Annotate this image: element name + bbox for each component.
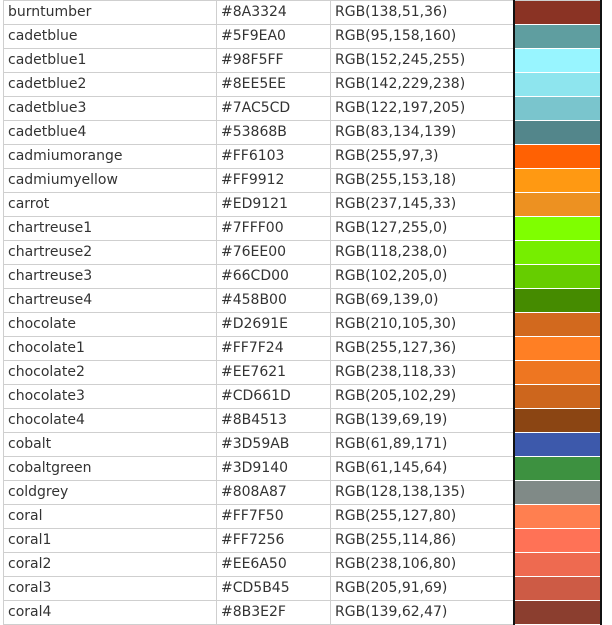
color-name-cell: cobaltgreen — [4, 457, 217, 481]
rgb-value-cell: RGB(69,139,0) — [331, 289, 514, 313]
hex-code-cell: #FF6103 — [217, 145, 331, 169]
table-row — [4, 337, 601, 361]
color-swatch — [514, 169, 601, 193]
color-name-cell: chartreuse1 — [4, 217, 217, 241]
rgb-value-cell: RGB(255,153,18) — [331, 169, 514, 193]
color-swatch — [514, 145, 601, 169]
table-row — [4, 121, 601, 145]
hex-code-cell: #8B3E2F — [217, 601, 331, 625]
color-swatch — [514, 361, 601, 385]
rgb-value-cell: RGB(118,238,0) — [331, 241, 514, 265]
rgb-value-cell: RGB(205,102,29) — [331, 385, 514, 409]
table-row — [4, 577, 601, 601]
table-row — [4, 25, 601, 49]
color-swatch — [514, 385, 601, 409]
color-swatch — [514, 289, 601, 313]
table-row — [4, 97, 601, 121]
table-row — [4, 481, 601, 505]
hex-code-cell: #5F9EA0 — [217, 25, 331, 49]
hex-code-cell: #FF7256 — [217, 529, 331, 553]
rgb-value-cell: RGB(122,197,205) — [331, 97, 514, 121]
hex-code-cell: #D2691E — [217, 313, 331, 337]
color-name-cell: cadetblue2 — [4, 73, 217, 97]
color-swatch — [514, 457, 601, 481]
color-name-cell: cadetblue — [4, 25, 217, 49]
rgb-value-cell: RGB(255,97,3) — [331, 145, 514, 169]
rgb-value-cell: RGB(61,89,171) — [331, 433, 514, 457]
hex-code-cell: #66CD00 — [217, 265, 331, 289]
rgb-value-cell: RGB(95,158,160) — [331, 25, 514, 49]
table-row — [4, 361, 601, 385]
color-swatch — [514, 49, 601, 73]
rgb-value-cell: RGB(138,51,36) — [331, 1, 514, 25]
table-row — [4, 529, 601, 553]
table-row — [4, 553, 601, 577]
color-swatch — [514, 337, 601, 361]
hex-code-cell: #7FFF00 — [217, 217, 331, 241]
color-name-cell: coral3 — [4, 577, 217, 601]
rgb-value-cell: RGB(152,245,255) — [331, 49, 514, 73]
hex-code-cell: #53868B — [217, 121, 331, 145]
hex-code-cell: #8EE5EE — [217, 73, 331, 97]
rgb-value-cell: RGB(255,114,86) — [331, 529, 514, 553]
hex-code-cell: #76EE00 — [217, 241, 331, 265]
table-row — [4, 49, 601, 73]
table-row — [4, 313, 601, 337]
color-swatch — [514, 73, 601, 97]
color-name-cell: chartreuse2 — [4, 241, 217, 265]
color-swatch — [514, 265, 601, 289]
color-swatch — [514, 97, 601, 121]
color-name-cell: coldgrey — [4, 481, 217, 505]
table-row — [4, 505, 601, 529]
hex-code-cell: #CD661D — [217, 385, 331, 409]
color-swatch — [514, 601, 601, 625]
table-row — [4, 217, 601, 241]
color-name-cell: coral2 — [4, 553, 217, 577]
hex-code-cell: #FF7F24 — [217, 337, 331, 361]
color-table-body — [4, 1, 601, 625]
color-swatch — [514, 193, 601, 217]
rgb-value-cell: RGB(205,91,69) — [331, 577, 514, 601]
color-swatch — [514, 25, 601, 49]
hex-code-cell: #3D59AB — [217, 433, 331, 457]
color-name-cell: coral — [4, 505, 217, 529]
hex-code-cell: #FF9912 — [217, 169, 331, 193]
rgb-value-cell: RGB(61,145,64) — [331, 457, 514, 481]
color-name-cell: cadetblue3 — [4, 97, 217, 121]
color-name-cell: burntumber — [4, 1, 217, 25]
color-name-cell: cadetblue4 — [4, 121, 217, 145]
color-swatch — [514, 241, 601, 265]
rgb-value-cell: RGB(139,62,47) — [331, 601, 514, 625]
color-swatch — [514, 577, 601, 601]
table-row — [4, 265, 601, 289]
rgb-value-cell: RGB(128,138,135) — [331, 481, 514, 505]
color-swatch — [514, 121, 601, 145]
hex-code-cell: #808A87 — [217, 481, 331, 505]
hex-code-cell: #EE7621 — [217, 361, 331, 385]
color-name-cell: chartreuse3 — [4, 265, 217, 289]
table-row — [4, 73, 601, 97]
hex-code-cell: #3D9140 — [217, 457, 331, 481]
rgb-value-cell: RGB(238,106,80) — [331, 553, 514, 577]
table-row — [4, 433, 601, 457]
hex-code-cell: #ED9121 — [217, 193, 331, 217]
color-name-cell: chartreuse4 — [4, 289, 217, 313]
table-row — [4, 193, 601, 217]
rgb-value-cell: RGB(142,229,238) — [331, 73, 514, 97]
color-name-cell: cadetblue1 — [4, 49, 217, 73]
table-row — [4, 385, 601, 409]
color-name-cell: chocolate3 — [4, 385, 217, 409]
hex-code-cell: #458B00 — [217, 289, 331, 313]
hex-code-cell: #CD5B45 — [217, 577, 331, 601]
color-name-cell: cadmiumorange — [4, 145, 217, 169]
rgb-value-cell: RGB(127,255,0) — [331, 217, 514, 241]
color-swatch — [514, 433, 601, 457]
rgb-value-cell: RGB(139,69,19) — [331, 409, 514, 433]
rgb-value-cell: RGB(102,205,0) — [331, 265, 514, 289]
table-row — [4, 601, 601, 625]
hex-code-cell: #98F5FF — [217, 49, 331, 73]
hex-code-cell: #8B4513 — [217, 409, 331, 433]
color-name-cell: coral4 — [4, 601, 217, 625]
hex-code-cell: #EE6A50 — [217, 553, 331, 577]
rgb-value-cell: RGB(83,134,139) — [331, 121, 514, 145]
rgb-value-cell: RGB(255,127,80) — [331, 505, 514, 529]
color-swatch — [514, 529, 601, 553]
color-swatch — [514, 409, 601, 433]
table-row — [4, 1, 601, 25]
color-swatch — [514, 553, 601, 577]
color-swatch — [514, 505, 601, 529]
color-name-cell: chocolate — [4, 313, 217, 337]
color-swatch — [514, 481, 601, 505]
color-name-cell: coral1 — [4, 529, 217, 553]
color-name-cell: chocolate4 — [4, 409, 217, 433]
color-name-cell: chocolate1 — [4, 337, 217, 361]
hex-code-cell: #8A3324 — [217, 1, 331, 25]
hex-code-cell: #FF7F50 — [217, 505, 331, 529]
color-swatch — [514, 313, 601, 337]
table-row — [4, 289, 601, 313]
table-row — [4, 241, 601, 265]
table-row — [4, 409, 601, 433]
table-row — [4, 457, 601, 481]
color-table — [3, 0, 602, 625]
color-name-cell: carrot — [4, 193, 217, 217]
color-name-cell: cobalt — [4, 433, 217, 457]
hex-code-cell: #7AC5CD — [217, 97, 331, 121]
rgb-value-cell: RGB(255,127,36) — [331, 337, 514, 361]
color-swatch — [514, 1, 601, 25]
rgb-value-cell: RGB(237,145,33) — [331, 193, 514, 217]
rgb-value-cell: RGB(210,105,30) — [331, 313, 514, 337]
rgb-value-cell: RGB(238,118,33) — [331, 361, 514, 385]
color-name-cell: cadmiumyellow — [4, 169, 217, 193]
table-row — [4, 145, 601, 169]
color-swatch — [514, 217, 601, 241]
color-name-cell: chocolate2 — [4, 361, 217, 385]
table-row — [4, 169, 601, 193]
